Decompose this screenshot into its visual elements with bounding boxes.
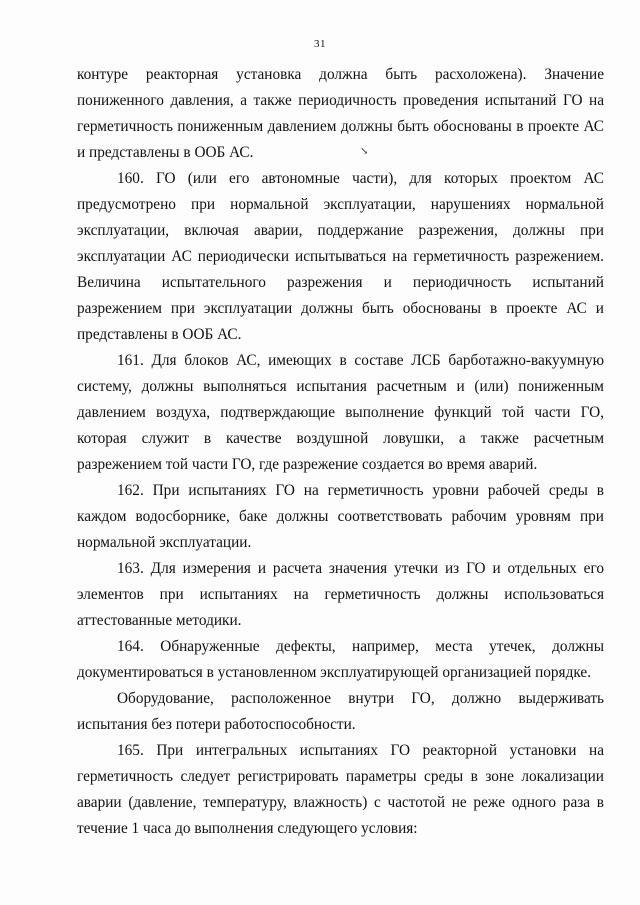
stray-mark-icon: ↘ xyxy=(360,146,369,157)
paragraph-162: 162. При испытаниях ГО на герметичность уровни рабочей среды в каждом водосборнике, баке должны соответствовать рабочим уровням при нормальной эксплуатации. xyxy=(77,482,604,551)
paragraph-equipment: Оборудование, расположенное внутри ГО, должно выдерживать испытания без потери работоспособности. xyxy=(77,690,604,733)
paragraph-163: 163. Для измерения и расчета значения утечки из ГО и отдельных его элементов при испытаниях на герметичность должны использоваться аттестованные методики. xyxy=(77,560,604,629)
page-number: 31 xyxy=(314,38,326,50)
paragraph-161: 161. Для блоков АС, имеющих в составе ЛСБ барботажно-вакуумную систему, должны выполняться испытания расчетным и (или) пониженным давлением воздуха, подтверждающие выполнение функций той части ГО, которая служит в качестве воздушной ловушки, а также расчетным разрежением той части ГО, где разрежение создается во время аварий. xyxy=(77,352,604,473)
paragraph-160: 160. ГО (или его автономные части), для которых проектом АС предусмотрено при нормальной эксплуатации, нарушениях нормальной эксплуатации, включая аварии, поддержание разрежения, должны при эксплуатации АС периодически испытываться на герметичность разрежением. Величина испытательного разрежения и периодичность испытаний разрежением при эксплуатации должны быть обоснованы в проекте АС и представлены в ООБ АС. xyxy=(77,170,604,343)
body-text xyxy=(77,62,604,842)
paragraph-165: 165. При интегральных испытаниях ГО реакторной установки на герметичность следует регистрировать параметры среды в зоне локализации аварии (давление, температуру, влажность) с частотой не реже одного раза в течение 1 часа до выполнения следующего условия: xyxy=(77,742,604,837)
paragraph-164: 164. Обнаруженные дефекты, например, места утечек, должны документироваться в установленном эксплуатирующей организацией порядке. xyxy=(77,638,604,681)
paragraph-continuation: контуре реакторная установка должна быть расхоложена). Значение пониженного давления, а также периодичность проведения испытаний ГО на герметичность пониженным давлением должны быть обоснованы в проекте АС и представлены в ООБ АС. xyxy=(77,66,604,161)
